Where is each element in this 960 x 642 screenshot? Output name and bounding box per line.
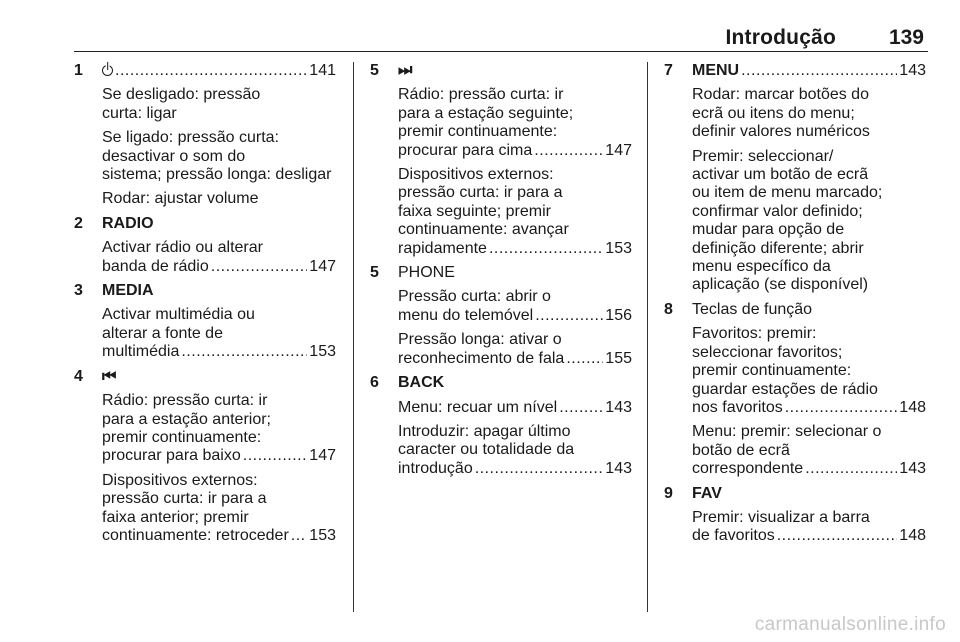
page-title: Introdução — [725, 26, 836, 49]
text-line: para a estação seguinte; — [398, 104, 574, 122]
entry-label: FAV — [692, 484, 722, 502]
text-line: Premir: visualizar a barra — [692, 508, 870, 526]
text-line: aplicação (se disponível) — [692, 276, 869, 294]
text-line: Dispositivos externos: — [102, 471, 258, 489]
paragraph — [370, 423, 632, 478]
text-line: Rodar: marcar botões do — [692, 86, 869, 104]
text-line: mudar para opção de — [692, 221, 845, 239]
text-line: pressão curta: ir para a — [102, 490, 267, 508]
text-line: Se desligado: pressão — [102, 86, 261, 104]
text-line: Activar multimédia ou — [102, 306, 255, 324]
text-line: desactivar o som do — [102, 147, 246, 165]
paragraph — [74, 306, 336, 361]
leader-dots — [475, 460, 604, 478]
text-line: menu do telemóvel — [398, 306, 534, 324]
previous-track-icon: ⏮ — [102, 367, 117, 385]
paragraph — [664, 148, 926, 295]
column-2 — [370, 62, 632, 478]
text-line: Rádio: pressão curta: ir — [398, 86, 564, 104]
text-line: pressão curta: ir para a — [398, 184, 563, 202]
page-ref: 147 — [309, 447, 336, 465]
paragraph — [370, 86, 632, 160]
text-line: Favoritos: premir: — [692, 325, 817, 343]
entry-2 — [74, 215, 336, 276]
text-line: de favoritos — [692, 527, 775, 545]
page-ref: 143 — [899, 62, 926, 79]
text-line: Menu: premir: selecionar o — [692, 423, 882, 441]
leader-dots — [535, 307, 603, 325]
leader-dots — [566, 350, 603, 368]
entry-number: 9 — [664, 484, 673, 502]
page-ref: 155 — [605, 349, 632, 367]
entry-7 — [664, 62, 926, 295]
text-line: ecrã ou itens do menu; — [692, 104, 855, 122]
paragraph — [74, 129, 336, 184]
text-line: continuamente: retroceder — [102, 526, 289, 544]
text-line: Rodar: ajustar volume — [102, 190, 259, 208]
next-track-icon: ⏭ — [398, 62, 413, 79]
leader-dots — [741, 62, 897, 80]
text-line: Menu: recuar um nível — [398, 398, 558, 416]
paragraph — [370, 288, 632, 325]
text-line: premir continuamente: — [102, 428, 262, 446]
text-line: faixa seguinte; premir — [398, 202, 551, 220]
text-line: procurar para baixo — [102, 447, 241, 465]
leader-dots — [777, 527, 898, 545]
text-line: menu específico da — [692, 258, 831, 276]
leader-dots — [243, 447, 308, 465]
text-line: reconhecimento de fala — [398, 349, 565, 367]
text-line: premir continuamente: — [398, 123, 558, 141]
entry-label: PHONE — [398, 264, 455, 282]
text-line: caracter ou totalidade da — [398, 441, 575, 459]
page-ref: 153 — [309, 343, 336, 361]
entry-number: 6 — [370, 374, 379, 392]
leader-dots — [489, 240, 603, 258]
column-1 — [74, 62, 336, 545]
paragraph — [370, 399, 632, 417]
entry-5-next — [370, 62, 632, 258]
leader-dots — [785, 399, 898, 417]
entry-8 — [664, 301, 926, 479]
entry-label: BACK — [398, 374, 445, 392]
power-icon — [102, 65, 113, 76]
paragraph — [664, 86, 926, 141]
text-line: para a estação anterior; — [102, 410, 271, 428]
entry-5-phone — [370, 264, 632, 368]
paragraph — [370, 331, 632, 368]
text-line: rapidamente — [398, 239, 487, 257]
entry-number: 5 — [370, 264, 379, 282]
page-ref: 143 — [605, 398, 632, 416]
text-line: guardar estações de rádio — [692, 380, 878, 398]
text-line: nos favoritos — [692, 398, 783, 416]
page-ref: 156 — [605, 306, 632, 324]
entry-number: 3 — [74, 282, 83, 300]
text-line: correspondente — [692, 460, 804, 478]
text-line: seleccionar favoritos; — [692, 343, 843, 361]
leader-dots — [115, 62, 307, 80]
entry-label: Teclas de função — [692, 300, 813, 318]
page-ref: 153 — [605, 239, 632, 257]
column-divider — [647, 62, 648, 612]
text-line: Pressão longa: ativar o — [398, 331, 562, 349]
entry-number: 7 — [664, 62, 673, 79]
text-line: definir valores numéricos — [692, 123, 870, 141]
text-line: activar um botão de ecrã — [692, 166, 869, 184]
text-line: ou item de menu marcado; — [692, 184, 883, 202]
text-line: multimédia — [102, 343, 180, 361]
paragraph — [74, 392, 336, 466]
watermark: carmanualsonline.info — [754, 614, 946, 635]
leader-dots — [181, 343, 307, 361]
text-line: Activar rádio ou alterar — [102, 239, 263, 257]
paragraph — [664, 423, 926, 478]
text-line: Introduzir: apagar último — [398, 422, 571, 440]
entry-number: 5 — [370, 62, 379, 79]
entry-4 — [74, 368, 336, 546]
paragraph — [74, 190, 336, 208]
page-ref: 143 — [899, 460, 926, 478]
page-ref: 148 — [899, 398, 926, 416]
header-rule — [74, 51, 928, 52]
entry-number: 2 — [74, 214, 83, 232]
text-line: continuamente: avançar — [398, 221, 569, 239]
text-line: Se ligado: pressão curta: — [102, 129, 279, 147]
paragraph — [664, 325, 926, 417]
text-line: curta: ligar — [102, 104, 177, 122]
paragraph — [74, 86, 336, 123]
text-line: procurar para cima — [398, 141, 533, 159]
leader-dots — [291, 527, 308, 545]
leader-dots — [534, 142, 603, 160]
page-ref: 143 — [605, 459, 632, 477]
page-ref: 148 — [899, 527, 926, 545]
column-divider — [353, 62, 354, 612]
text-line: introdução — [398, 459, 473, 477]
entry-label: MENU — [692, 62, 740, 79]
paragraph — [370, 166, 632, 258]
page-ref: 147 — [309, 257, 336, 275]
text-line: alterar a fonte de — [102, 324, 223, 342]
text-line: premir continuamente: — [692, 362, 852, 380]
leader-dots — [805, 460, 897, 478]
leader-dots — [559, 399, 603, 417]
leader-dots — [211, 258, 308, 276]
paragraph — [74, 239, 336, 276]
entry-label: RADIO — [102, 214, 154, 232]
text-line: sistema; pressão longa: desligar — [102, 166, 332, 184]
entry-6 — [370, 374, 632, 478]
text-line: confirmar valor definido; — [692, 202, 863, 220]
entry-number: 1 — [74, 62, 83, 79]
page-header — [74, 22, 928, 52]
entry-9 — [664, 485, 926, 546]
entry-number: 4 — [74, 367, 83, 385]
text-line: Rádio: pressão curta: ir — [102, 392, 268, 410]
paragraph — [664, 509, 926, 546]
text-line: faixa anterior; premir — [102, 508, 249, 526]
page-number: 139 — [888, 26, 924, 49]
page-ref: 147 — [605, 141, 632, 159]
page-ref: 141 — [309, 62, 336, 79]
text-line: banda de rádio — [102, 257, 209, 275]
entry-label: MEDIA — [102, 282, 154, 300]
page-ref: 153 — [309, 526, 336, 544]
text-line: Dispositivos externos: — [398, 166, 554, 184]
text-line: definição diferente; abrir — [692, 239, 864, 257]
text-line: botão de ecrã — [692, 441, 790, 459]
paragraph — [74, 472, 336, 546]
column-3 — [664, 62, 926, 546]
entry-number: 8 — [664, 300, 673, 318]
entry-1 — [74, 62, 336, 209]
text-line: Premir: seleccionar/ — [692, 147, 834, 165]
entry-3 — [74, 282, 336, 362]
text-line: Pressão curta: abrir o — [398, 288, 551, 306]
